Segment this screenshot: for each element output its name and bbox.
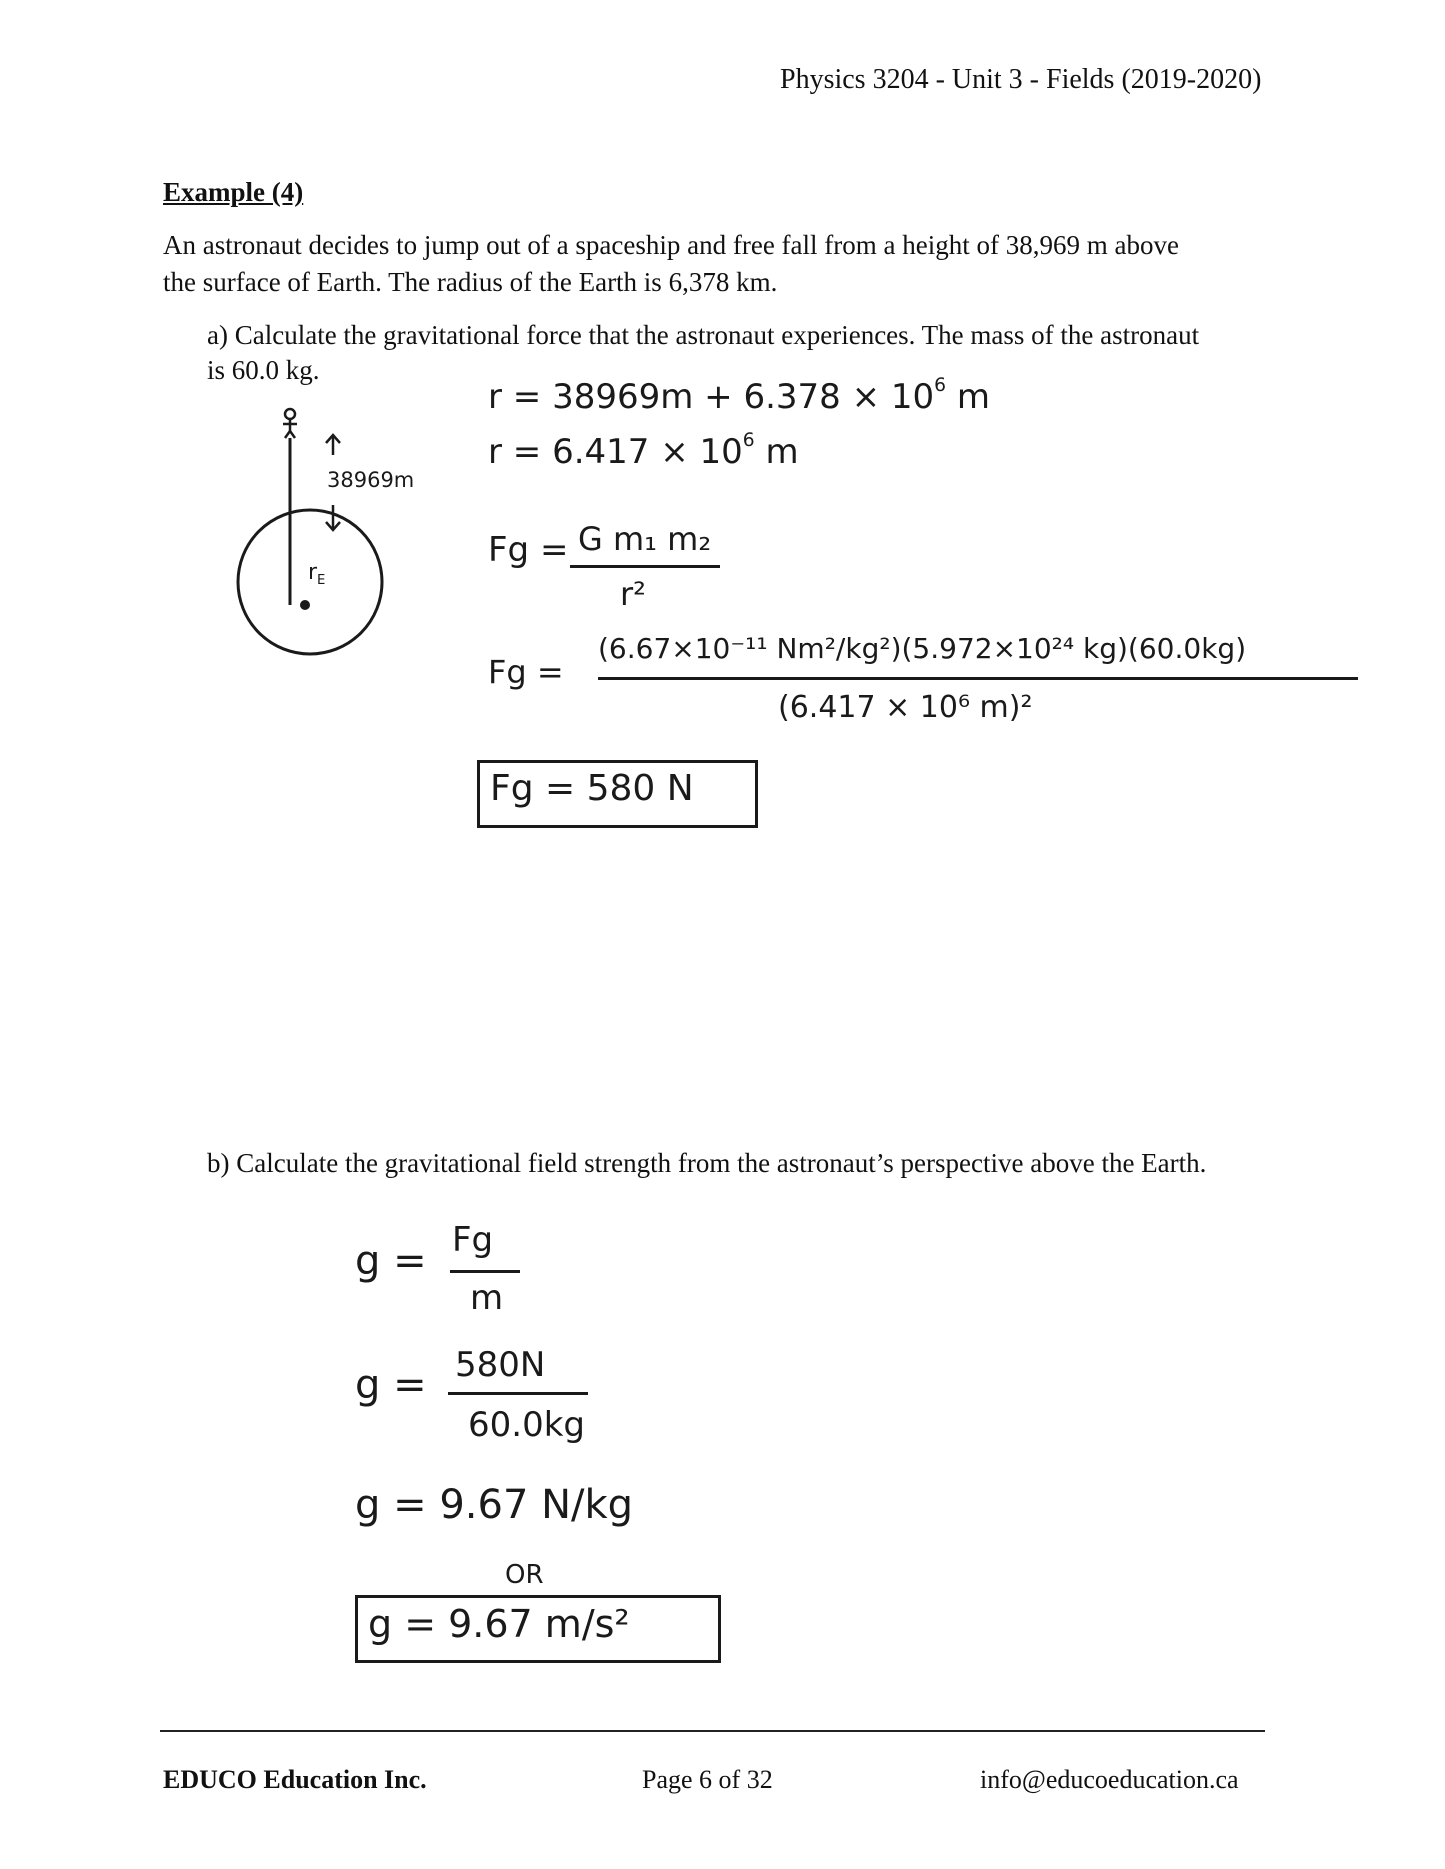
- height-label: 38969m: [327, 468, 415, 492]
- part-a-question-line1: a) Calculate the gravitational force that the astronaut experiences. The mass of the astronaut: [207, 320, 1200, 350]
- field-formula-numerator: Fg: [452, 1220, 494, 1260]
- or-label: OR: [505, 1560, 544, 1590]
- radius-symbol: r: [308, 560, 318, 585]
- part-a-question-line2: is 60.0 kg.: [207, 355, 320, 385]
- radius-result-line: $r = 6.417 \times 10^6$ m: [488, 430, 799, 472]
- radius-label: [308, 560, 326, 588]
- force-answer: Fg = 580 N: [490, 768, 694, 809]
- field-result: g = 9.67 N/kg: [355, 1482, 634, 1528]
- field-substitution-lhs: g =: [355, 1362, 427, 1408]
- footer-email: info@educoeducation.ca: [980, 1765, 1239, 1794]
- problem-statement-line1: An astronaut decides to jump out of a spaceship and free fall from a height of 38,969 m above: [163, 230, 1179, 260]
- astronaut-icon: [283, 409, 297, 438]
- problem-statement-line2: the surface of Earth. The radius of the Earth is 6,378 km.: [163, 267, 778, 297]
- force-substitution-denominator: (6.417 × 10⁶ m)²: [778, 690, 1033, 725]
- part-b-question: b) Calculate the gravitational field strength from the astronaut’s perspective above the Earth.: [207, 1148, 1207, 1178]
- field-substitution-denominator: 60.0kg: [468, 1405, 585, 1445]
- force-substitution-fraction-bar: [598, 677, 1358, 680]
- field-answer: g = 9.67 m/s²: [368, 1602, 630, 1646]
- page-header: Physics 3204 - Unit 3 - Fields (2019-2020): [780, 64, 1262, 95]
- radius-subscript: E: [317, 572, 326, 588]
- astronaut-earth-diagram: [215, 405, 435, 695]
- footer-rule: [160, 1730, 1265, 1732]
- field-substitution-fraction-bar: [448, 1392, 588, 1395]
- field-formula-fraction-bar: [450, 1270, 520, 1273]
- up-arrow-icon: [326, 435, 340, 455]
- down-arrow-icon: [326, 505, 340, 530]
- force-formula-denominator: r²: [620, 575, 646, 613]
- example-title: Example (4): [163, 177, 304, 207]
- field-formula-denominator: m: [470, 1278, 504, 1318]
- earth-center-dot: [300, 600, 310, 610]
- field-substitution-numerator: 580N: [455, 1345, 546, 1385]
- force-formula-numerator: G m₁ m₂: [578, 520, 712, 558]
- force-formula-fraction-bar: [570, 565, 720, 568]
- footer-company: EDUCO Education Inc.: [163, 1765, 427, 1794]
- force-substitution-numerator: (6.67×10⁻¹¹ Nm²/kg²)(5.972×10²⁴ kg)(60.0kg): [598, 632, 1247, 665]
- force-formula-lhs: Fg =: [488, 530, 569, 570]
- field-formula-lhs: g =: [355, 1238, 427, 1284]
- force-substitution-lhs: Fg =: [488, 653, 564, 691]
- footer-page-number: Page 6 of 32: [642, 1765, 773, 1794]
- radius-sum-line: $r = 38969m + 6.378 \times 10^6$ m: [488, 375, 990, 417]
